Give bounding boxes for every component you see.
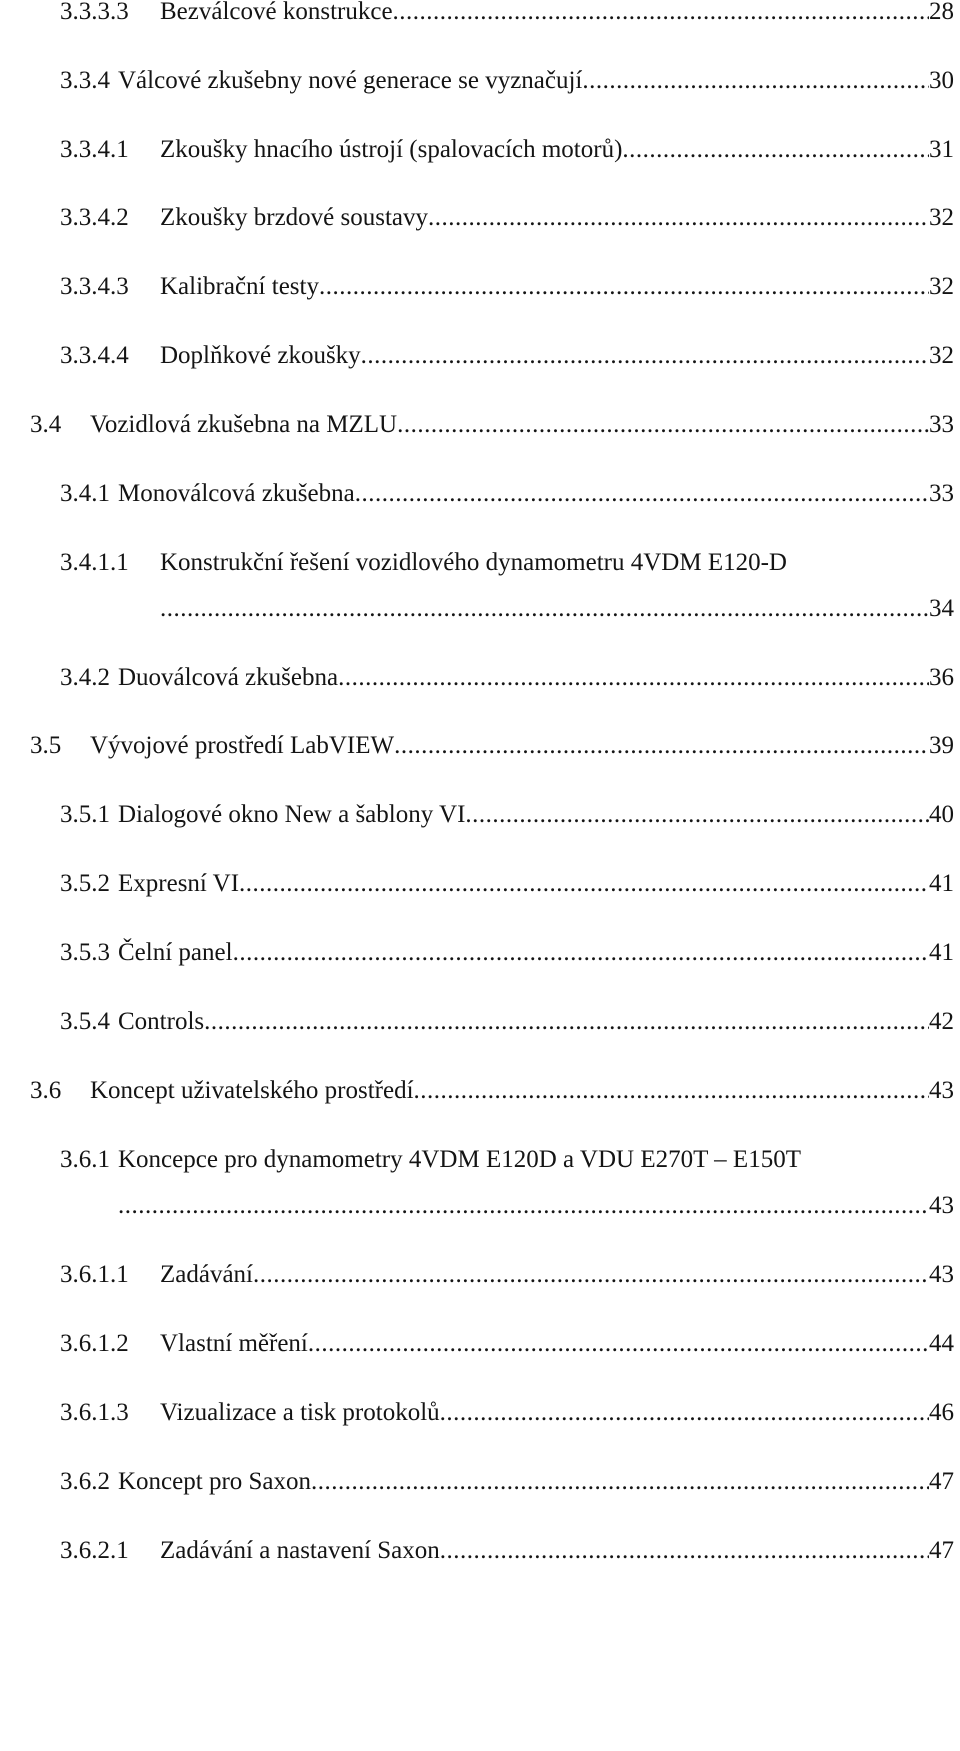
toc-entry-title: Zkoušky brzdové soustavy <box>160 204 429 231</box>
toc-entry-title: Vlastní měření <box>160 1330 308 1357</box>
toc-entry-number: 3.3.4.3 <box>60 273 129 300</box>
dot-leader <box>582 65 929 97</box>
dot-leader <box>253 1259 929 1291</box>
toc-entry-title: Vizualizace a tisk protokolů <box>160 1399 440 1426</box>
toc-entry-page: 36 <box>929 664 954 691</box>
toc-entry-page: 43 <box>929 1261 954 1288</box>
toc-entry-page: 28 <box>929 0 954 25</box>
toc-entry-number: 3.6.2 <box>60 1468 110 1495</box>
toc-entry-title: Koncept uživatelského prostředí <box>90 1077 414 1104</box>
toc-entry-title: Vozidlová zkušebna na MZLU <box>90 411 398 438</box>
toc-entry-number: 3.3.4.4 <box>60 342 129 369</box>
toc-entry-page: 39 <box>929 732 954 759</box>
toc-entry-page: 47 <box>929 1537 954 1564</box>
toc-entry-page: 43 <box>929 1077 954 1104</box>
toc-entry[interactable] <box>30 730 954 762</box>
toc-entry-title: Controls <box>118 1008 205 1035</box>
toc-entry-page: 40 <box>929 801 954 828</box>
toc-entry-page: 32 <box>929 342 954 369</box>
toc-entry-number: 3.5 <box>30 732 62 759</box>
toc-entry-title: Koncept pro Saxon <box>118 1468 312 1495</box>
dot-leader <box>397 409 929 441</box>
toc-entry[interactable] <box>60 271 954 303</box>
toc-entry[interactable] <box>60 340 954 372</box>
toc-entry-number: 3.5.1 <box>60 801 110 828</box>
toc-entry[interactable] <box>60 547 954 579</box>
dot-leader <box>308 1328 929 1360</box>
toc-entry-continuation[interactable] <box>160 593 954 625</box>
toc-entry[interactable] <box>60 799 954 831</box>
toc-entry-number: 3.6.2.1 <box>60 1537 129 1564</box>
dot-leader <box>428 202 929 234</box>
toc-entry-number: 3.4 <box>30 411 62 438</box>
toc-entry-page: 41 <box>929 870 954 897</box>
toc-entry[interactable] <box>60 0 954 28</box>
toc-entry[interactable] <box>60 134 954 166</box>
toc-entry[interactable] <box>60 1328 954 1360</box>
dot-leader <box>355 478 929 510</box>
toc-entry-title: Duoválcová zkušebna <box>118 664 339 691</box>
toc-entry[interactable] <box>60 1259 954 1291</box>
toc-entry[interactable] <box>60 662 954 694</box>
toc-entry-page: 43 <box>929 1192 954 1219</box>
toc-entry-number: 3.4.1.1 <box>60 549 129 576</box>
toc-entry-page: 33 <box>929 411 954 438</box>
toc-entry-title: Konstrukční řešení vozidlového dynamometru 4VDM E120-D <box>160 549 787 576</box>
toc-entry-title: Doplňkové zkoušky <box>160 342 361 369</box>
toc-entry[interactable] <box>30 1075 954 1107</box>
dot-leader <box>394 730 929 762</box>
toc-entry-title: Kalibrační testy <box>160 273 319 300</box>
toc-entry-page: 42 <box>929 1008 954 1035</box>
toc-entry[interactable] <box>60 1006 954 1038</box>
toc-entry-number: 3.3.4.2 <box>60 204 129 231</box>
toc-entry-title: Bezválcové konstrukce <box>160 0 393 25</box>
dot-leader <box>440 1397 929 1429</box>
toc-entry-title: Zadávání a nastavení Saxon <box>160 1537 440 1564</box>
toc-entry-title: Vývojové prostředí LabVIEW <box>90 732 395 759</box>
dot-leader <box>233 937 929 969</box>
toc-entry[interactable] <box>60 868 954 900</box>
dot-leader <box>239 868 929 900</box>
toc-entry-number: 3.5.4 <box>60 1008 110 1035</box>
toc-entry-number: 3.5.3 <box>60 939 110 966</box>
toc-entry-title: Válcové zkušebny nové generace se vyznačují <box>118 67 583 94</box>
toc-entry-title: Monoválcová zkušebna <box>118 480 355 507</box>
dot-leader <box>465 799 929 831</box>
toc-entry[interactable] <box>60 1144 954 1176</box>
toc-entry-page: 30 <box>929 67 954 94</box>
toc-entry-number: 3.4.1 <box>60 480 110 507</box>
dot-leader <box>204 1006 929 1038</box>
toc-entry-number: 3.6.1 <box>60 1146 110 1173</box>
toc-entry-title: Koncepce pro dynamometry 4VDM E120D a VDU E270T – E150T <box>118 1146 801 1173</box>
toc-entry-title: Dialogové okno New a šablony VI <box>118 801 466 828</box>
toc-entry-page: 34 <box>929 595 954 622</box>
toc-entry[interactable] <box>60 202 954 234</box>
toc-entry-page: 32 <box>929 273 954 300</box>
dot-leader <box>393 0 929 28</box>
dot-leader <box>319 271 929 303</box>
dot-leader <box>361 340 929 372</box>
toc-entry-number: 3.6.1.1 <box>60 1261 129 1288</box>
toc-entry-number: 3.6.1.2 <box>60 1330 129 1357</box>
dot-leader <box>338 662 929 694</box>
toc-entry-title: Zkoušky hnacího ústrojí (spalovacích motorů) <box>160 136 623 163</box>
toc-entry-page: 47 <box>929 1468 954 1495</box>
toc-entry[interactable] <box>60 937 954 969</box>
dot-leader <box>440 1535 929 1567</box>
toc-entry-page: 44 <box>929 1330 954 1357</box>
toc-entry-page: 41 <box>929 939 954 966</box>
dot-leader <box>622 134 929 166</box>
toc-entry-number: 3.4.2 <box>60 664 110 691</box>
dot-leader <box>118 1190 929 1222</box>
toc-entry[interactable] <box>60 65 954 97</box>
toc-entry-page: 33 <box>929 480 954 507</box>
toc-entry[interactable] <box>30 409 954 441</box>
toc-entry-continuation[interactable] <box>118 1190 954 1222</box>
toc-entry-number: 3.6 <box>30 1077 62 1104</box>
toc-entry-page: 32 <box>929 204 954 231</box>
toc-entry[interactable] <box>60 478 954 510</box>
toc-entry[interactable] <box>60 1535 954 1567</box>
toc-entry-title: Expresní VI <box>118 870 240 897</box>
toc-entry-title: Zadávání <box>160 1261 254 1288</box>
toc-entry[interactable] <box>60 1466 954 1498</box>
toc-entry-number: 3.5.2 <box>60 870 110 897</box>
toc-entry-title: Čelní panel <box>118 939 233 966</box>
toc-entry-number: 3.6.1.3 <box>60 1399 129 1426</box>
dot-leader <box>160 593 929 625</box>
toc-entry-number: 3.3.3.3 <box>60 0 129 25</box>
toc-entry-number: 3.3.4.1 <box>60 136 129 163</box>
toc-entry-number: 3.3.4 <box>60 67 110 94</box>
toc-entry-page: 31 <box>929 136 954 163</box>
dot-leader <box>414 1075 929 1107</box>
dot-leader <box>311 1466 929 1498</box>
toc-entry[interactable] <box>60 1397 954 1429</box>
toc-entry-page: 46 <box>929 1399 954 1426</box>
